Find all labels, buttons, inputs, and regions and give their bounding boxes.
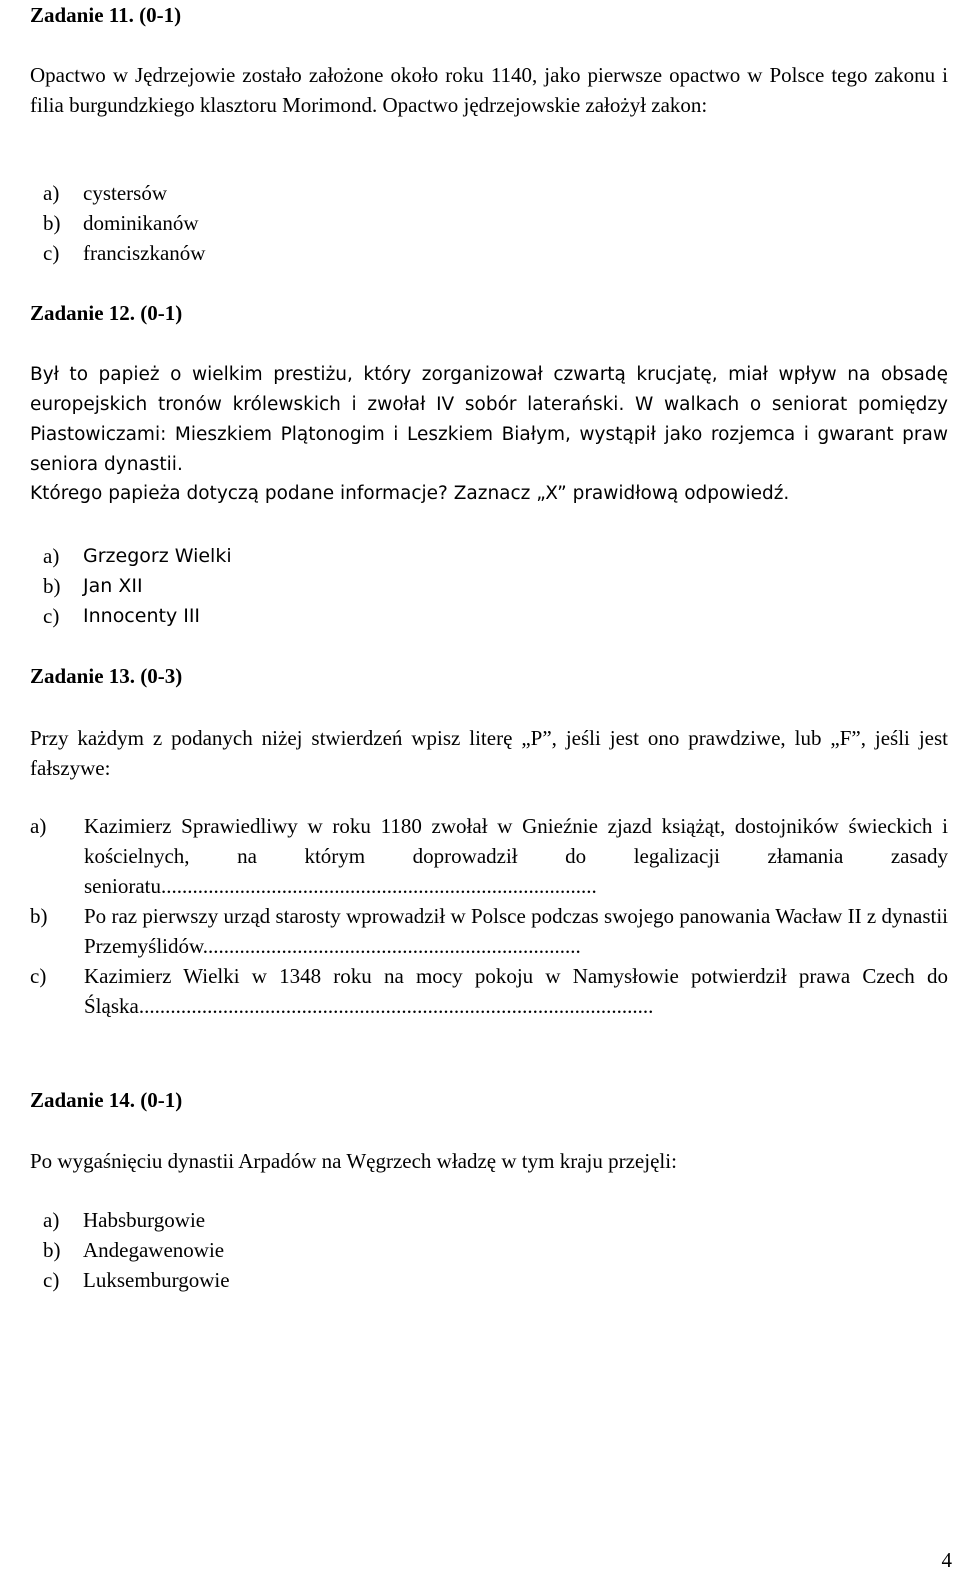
option-letter: b) — [43, 574, 61, 598]
option-text: Jan XII — [83, 575, 143, 597]
option-letter: b) — [43, 1238, 61, 1262]
task-12-options — [30, 541, 232, 631]
statement-text: Po raz pierwszy urząd starosty wprowadził w Polsce podczas swojego panowania Wacław II z dynastii Przemyślidów........................................................................ — [84, 904, 948, 958]
statement-item — [30, 961, 948, 1051]
page-number: 4 — [941, 1548, 952, 1572]
task-13-text: Przy każdym z podanych niżej stwierdzeń wpisz literę „P”, jeśli jest ono prawdziwe, lub „F”, jeśli jest fałszywe: — [30, 726, 948, 780]
option-item — [43, 1205, 230, 1235]
task-11-heading: Zadanie 11. (0-1) — [30, 3, 182, 27]
task-11-options — [30, 178, 205, 268]
option-item — [43, 178, 205, 208]
statement-letter: b) — [30, 904, 48, 928]
statement-item — [30, 811, 948, 901]
task-12-text: Był to papież o wielkim prestiżu, który zorganizował czwartą krucjatę, miał wpływ na obsadę europejskich tronów królewskich i zwołał IV sobór laterański. W walkach o seniorat pomiędzy Piastowiczami: Mieszkiem Plątonogim i Leszkiem Białym, wystąpił jako rozjemca i gwarant praw seniora dynastii. — [30, 364, 948, 475]
option-text: Grzegorz Wielki — [83, 545, 232, 567]
task-14-options — [30, 1205, 230, 1295]
option-text: Innocenty III — [83, 605, 201, 627]
task-12-question: Którego papieża dotyczą podane informacje? Zaznacz „X” prawidłową odpowiedź. — [30, 483, 790, 504]
option-letter: a) — [43, 544, 60, 568]
statement-text: Kazimierz Wielki w 1348 roku na mocy pokoju w Namysłowie potwierdził prawa Czech do Śląska.................................................................................................. — [84, 964, 948, 1018]
task-13-statements — [30, 811, 948, 1051]
option-letter: a) — [43, 181, 60, 205]
task-11-text: Opactwo w Jędrzejowie zostało założone około roku 1140, jako pierwsze opactwo w Polsce tego zakonu i filia burgundzkiego klasztoru Morimond. Opactwo jędrzejowskie założył zakon: — [30, 63, 948, 117]
option-item — [43, 571, 232, 601]
option-text: Habsburgowie — [83, 1208, 206, 1232]
option-item — [43, 208, 205, 238]
option-letter: c) — [43, 1268, 60, 1292]
option-letter: b) — [43, 211, 61, 235]
option-text: cystersów — [83, 181, 167, 205]
option-item — [43, 1235, 230, 1265]
task-13-heading: Zadanie 13. (0-3) — [30, 664, 183, 688]
option-text: dominikanów — [83, 211, 199, 235]
option-text: franciszkanów — [83, 241, 206, 265]
option-letter: c) — [43, 604, 60, 628]
task-14-heading: Zadanie 14. (0-1) — [30, 1088, 183, 1112]
option-item — [43, 541, 232, 571]
option-letter: a) — [43, 1208, 60, 1232]
option-item — [43, 238, 205, 268]
statement-letter: a) — [30, 814, 47, 838]
option-item — [43, 1265, 230, 1295]
option-text: Andegawenowie — [83, 1238, 225, 1262]
statement-item — [30, 901, 948, 961]
task-14-text: Po wygaśnięciu dynastii Arpadów na Węgrzech władzę w tym kraju przejęli: — [30, 1149, 677, 1173]
task-12-heading: Zadanie 12. (0-1) — [30, 301, 183, 325]
option-text: Luksemburgowie — [83, 1268, 230, 1292]
statement-letter: c) — [30, 964, 47, 988]
option-letter: c) — [43, 241, 60, 265]
statement-text: Kazimierz Sprawiedliwy w roku 1180 zwołał w Gnieźnie zjazd książąt, dostojników świeckich i kościelnych, na którym doprowadził do legalizacji złamania zasady senioratu................................................................................... — [84, 814, 948, 898]
option-item — [43, 601, 232, 631]
